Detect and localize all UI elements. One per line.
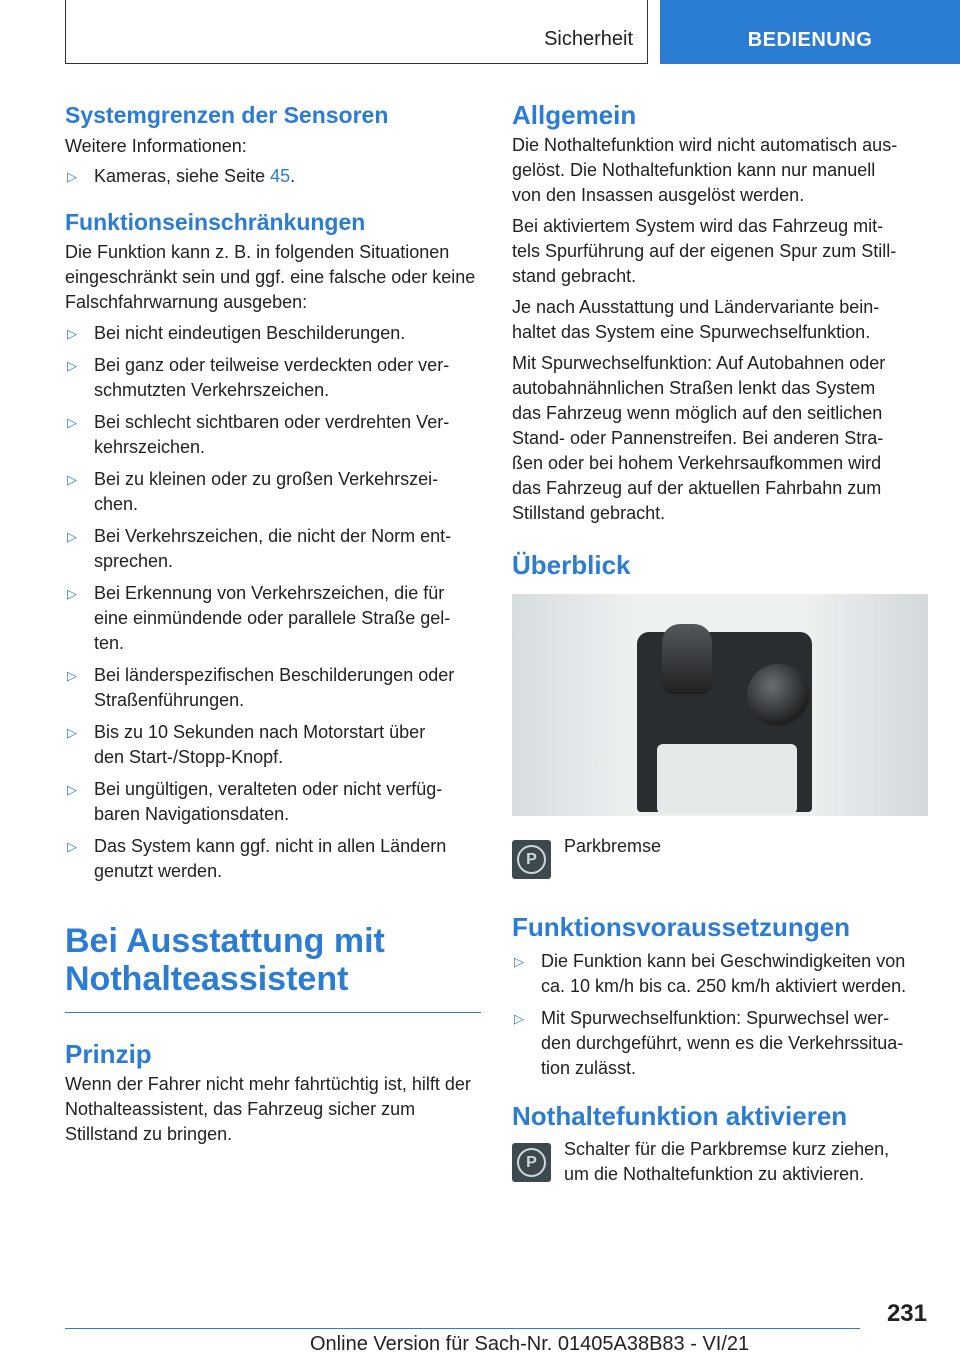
list-item <box>65 720 481 770</box>
footer-version-text: Online Version für Sach-Nr. 01405A38B83 - VI/21 <box>310 1333 750 1355</box>
bullet-triangle-icon: ▷ <box>67 586 77 601</box>
chapter-heading-line-2: Nothalteassistent <box>65 960 349 998</box>
list-item-text: Das System kann ggf. nicht in allen Ländern genutzt werden. <box>94 836 447 881</box>
list-item <box>65 321 481 346</box>
list-item <box>65 467 481 517</box>
list-item <box>65 663 481 713</box>
list-item-text: Bei Verkehrszeichen, die nicht der Norm ent- sprechen. <box>94 526 452 571</box>
page-header <box>0 0 960 66</box>
bullet-triangle-icon: ▷ <box>67 782 77 797</box>
storage-tray <box>657 744 797 814</box>
list-einschraenkungen <box>65 321 481 884</box>
list-item-text: Bei Erkennung von Verkehrszeichen, die für eine einmündende oder parallele Straße gel- ten. <box>94 583 451 653</box>
bullet-triangle-icon: ▷ <box>67 358 77 373</box>
paragraph-einschraenkungen: Die Funktion kann z. B. in folgenden Situationen eingeschränkt sein und ggf. eine falsche oder keine Falschfahrwarnung ausgeben: <box>65 242 476 312</box>
list-item-text: Kameras, siehe Seite <box>94 166 271 186</box>
aktivieren-instruction <box>512 1139 928 1187</box>
page-link-45[interactable]: 45 <box>270 166 291 186</box>
right-column <box>512 100 928 1187</box>
list-weitere-informationen <box>65 164 481 189</box>
paragraph-aktivieren: Schalter für die Parkbremse kurz ziehen, um die Nothaltefunktion zu aktivieren. <box>564 1139 890 1184</box>
paragraph-allgemein-2: Bei aktiviertem System wird das Fahrzeug mit- tels Spurführung auf der eigenen Spur zum Still- stand gebracht. <box>512 216 897 286</box>
paragraph-allgemein-1: Die Nothaltefunktion wird nicht automatisch aus- gelöst. Die Nothaltefunktion kann nur manuell von den Insassen ausgelöst werden. <box>512 135 898 205</box>
bullet-triangle-icon: ▷ <box>514 954 524 969</box>
chapter-heading-line-1: Bei Ausstattung mit <box>65 922 385 960</box>
list-voraussetzungen <box>512 949 928 1081</box>
list-item-text: Mit Spurwechselfunktion: Spurwechsel wer- den durchgeführt, wenn es die Verkehrssitua- tion zulässt. <box>541 1008 904 1078</box>
heading-funktionseinschraenkungen: Funktionseinschränkungen <box>65 209 366 235</box>
bullet-triangle-icon: ▷ <box>514 1011 524 1026</box>
left-column <box>65 100 481 1147</box>
bullet-triangle-icon: ▷ <box>67 326 77 341</box>
paragraph-allgemein-3: Je nach Ausstattung und Ländervariante bein- haltet das System eine Spurwechselfunktion. <box>512 297 880 342</box>
paragraph-weitere-informationen: Weitere Informationen: <box>65 136 247 156</box>
parking-brake-icon: P <box>512 1143 551 1182</box>
heading-ueberblick: Überblick <box>512 550 631 580</box>
heading-systemgrenzen: Systemgrenzen der Sensoren <box>65 102 389 128</box>
bullet-triangle-icon: ▷ <box>67 839 77 854</box>
parking-brake-icon: P <box>512 840 551 879</box>
parkbremse-legend <box>512 836 928 884</box>
divider-line <box>65 1012 481 1013</box>
page-number: 231 <box>886 1300 927 1327</box>
bullet-triangle-icon: ▷ <box>67 169 77 184</box>
list-item-text: Bis zu 10 Sekunden nach Motorstart über den Start-/Stopp-Knopf. <box>94 722 426 767</box>
list-item-end: . <box>290 166 296 186</box>
heading-allgemein: Allgemein <box>512 100 637 130</box>
footer-divider <box>65 1328 860 1329</box>
bullet-triangle-icon: ▷ <box>67 472 77 487</box>
parkbremse-label: Parkbremse <box>564 836 662 856</box>
list-item-text: Bei ganz oder teilweise verdeckten oder ver- schmutzten Verkehrszeichen. <box>94 355 450 400</box>
list-item <box>65 410 481 460</box>
list-item-text: Die Funktion kann bei Geschwindigkeiten von ca. 10 km/h bis ca. 250 km/h aktiviert werden. <box>541 951 907 996</box>
list-item-text: Bei nicht eindeutigen Beschilderungen. <box>94 323 406 343</box>
bullet-triangle-icon: ▷ <box>67 529 77 544</box>
chapter-tab[interactable]: BEDIENUNG <box>660 0 960 64</box>
heading-nothaltefunktion-aktivieren: Nothaltefunktion aktivieren <box>512 1101 848 1131</box>
bullet-triangle-icon: ▷ <box>67 668 77 683</box>
center-console-image <box>512 594 928 816</box>
list-item-text: Bei ungültigen, veralteten oder nicht verfüg- baren Navigationsdaten. <box>94 779 443 824</box>
bullet-triangle-icon: ▷ <box>67 725 77 740</box>
list-item <box>65 581 481 656</box>
list-item-text: Bei länderspezifischen Beschilderungen oder Straßenführungen. <box>94 665 455 710</box>
list-item <box>65 524 481 574</box>
paragraph-prinzip: Wenn der Fahrer nicht mehr fahrtüchtig ist, hilft der Nothalteassistent, das Fahrzeug sicher zum Stillstand zu bringen. <box>65 1074 471 1144</box>
list-item-text: Bei schlecht sichtbaren oder verdrehten Ver- kehrszeichen. <box>94 412 450 457</box>
heading-funktionsvoraussetzungen: Funktionsvoraussetzungen <box>512 912 851 942</box>
list-item <box>65 777 481 827</box>
list-item-text: Bei zu kleinen oder zu großen Verkehrszei- chen. <box>94 469 439 514</box>
bullet-triangle-icon: ▷ <box>67 415 77 430</box>
list-item <box>512 1006 928 1081</box>
list-item <box>65 353 481 403</box>
list-item <box>65 834 481 884</box>
list-item <box>65 164 481 189</box>
heading-prinzip: Prinzip <box>65 1039 152 1069</box>
paragraph-allgemein-4: Mit Spurwechselfunktion: Auf Autobahnen oder autobahnähnlichen Straßen lenkt das System das Fahrzeug wenn möglich auf den seitlichen Stand- oder Pannenstreifen. Bei anderen Stra- ßen oder bei hohem Verkehrsaufkommen wird das Fahrzeug auf der aktuellen Fahrbahn zum Stillstand gebracht. <box>512 353 886 523</box>
list-item <box>512 949 928 999</box>
controller-knob <box>747 664 809 726</box>
gear-selector <box>662 624 712 694</box>
section-title: Sicherheit <box>544 28 633 50</box>
